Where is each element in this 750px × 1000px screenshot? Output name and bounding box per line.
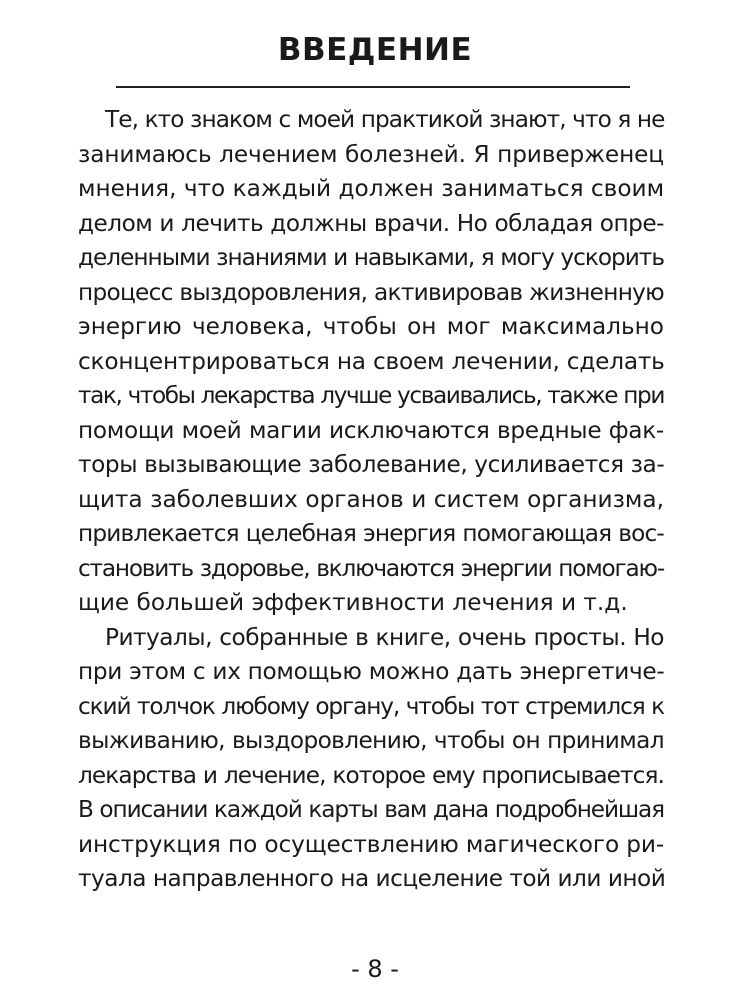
text-line: мнения, что каждый должен заниматься своим xyxy=(78,175,665,202)
page-title: ВВЕДЕНИЕ xyxy=(277,32,473,68)
text-line: щита заболевших органов и систем организма, xyxy=(78,485,664,513)
text-line: щие большей эффективности лечения и т.д. xyxy=(78,589,628,616)
text-line: делом и лечить должны врачи. Но обладая опре- xyxy=(78,209,664,237)
text-line: деленными знаниями и навыками, я могу ускорить xyxy=(78,244,664,271)
text-line: Ритуалы, собранные в книге, очень просты. Но xyxy=(105,623,664,651)
text-line: лекарства и лечение, которое ему прописывается. xyxy=(78,761,664,789)
text-line: помощи моей магии исключаются вредные фак- xyxy=(78,416,664,444)
text-line: сконцентрироваться на своем лечении, сделать xyxy=(78,347,665,375)
text-line: становить здоровье, включаются энергии помогаю- xyxy=(78,554,664,582)
body-text xyxy=(78,103,664,897)
text-line: при этом с их помощью можно дать энергетиче- xyxy=(78,658,665,685)
text-line: Те, кто знаком с моей практикой знают, что я не xyxy=(105,106,665,133)
text-line: привлекается целебная энергия помогающая вос- xyxy=(78,520,664,547)
text-line: туала направленного на исцеление той или иной xyxy=(78,865,666,892)
text-line: В описании каждой карты вам дана подробнейшая xyxy=(78,796,664,823)
text-line: энергию человека, чтобы он мог максимально xyxy=(78,313,664,340)
text-line: процесс выздоровления, активировав жизненную xyxy=(78,278,664,306)
paragraph-2 xyxy=(78,621,664,897)
paragraph-1 xyxy=(78,103,664,621)
text-line: так, чтобы лекарства лучше усваивались, также при xyxy=(78,382,664,409)
page-number: - 8 - xyxy=(351,955,399,983)
text-line: торы вызывающие заболевание, усиливается за- xyxy=(78,451,665,478)
text-line: выживанию, выздоровлению, чтобы он принимал xyxy=(78,727,664,754)
text-line: ский толчок любому органу, чтобы тот стремился к xyxy=(78,692,664,720)
text-line: занимаюсь лечением болезней. Я приверженец xyxy=(78,140,664,168)
text-line: инструкция по осуществлению магического ри- xyxy=(78,830,665,858)
title-divider xyxy=(116,86,630,88)
